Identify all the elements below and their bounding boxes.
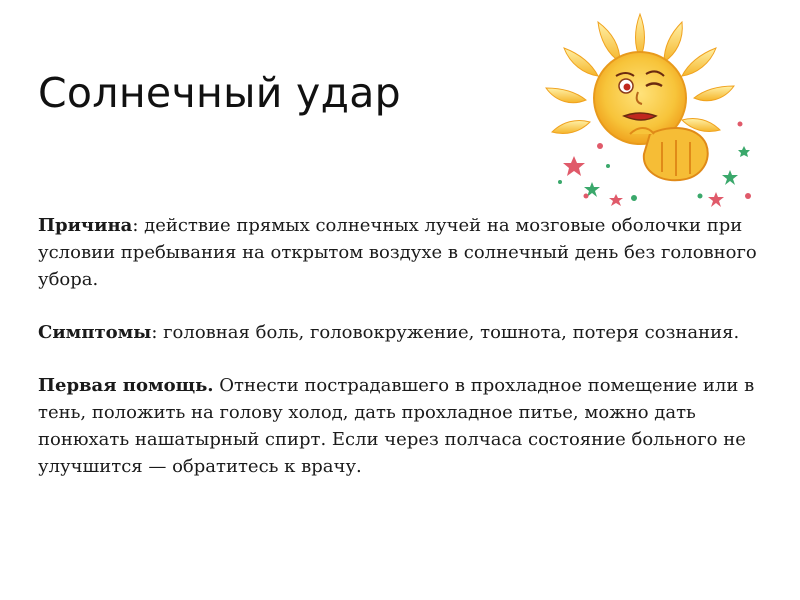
symptoms-text: головная боль, головокружение, тошнота, потеря сознания. bbox=[163, 322, 740, 343]
slide-body bbox=[38, 212, 758, 506]
cause-separator: : bbox=[132, 215, 145, 236]
symptoms-paragraph bbox=[38, 319, 758, 346]
first-aid-paragraph bbox=[38, 372, 758, 480]
first-aid-text: Отнести пострадавшего в прохладное помещение или в тень, положить на голову холод, дать прохладное питье, можно дать понюхать нашатырный спирт. Если через полчаса состояние больного не улучшится — обратитесь к врачу. bbox=[38, 375, 755, 477]
first-aid-label: Первая помощь. bbox=[38, 375, 214, 396]
cause-label: Причина bbox=[38, 215, 133, 236]
cause-text: действие прямых солнечных лучей на мозговые оболочки при условии пребывания на открытом воздухе в солнечный день без головного убора. bbox=[38, 215, 757, 290]
cartoon-sun-icon bbox=[530, 6, 760, 216]
symptoms-separator: : bbox=[151, 322, 164, 343]
symptoms-label: Симптомы bbox=[38, 322, 152, 343]
slide-title: Солнечный удар bbox=[38, 69, 401, 117]
cause-paragraph bbox=[38, 212, 758, 293]
